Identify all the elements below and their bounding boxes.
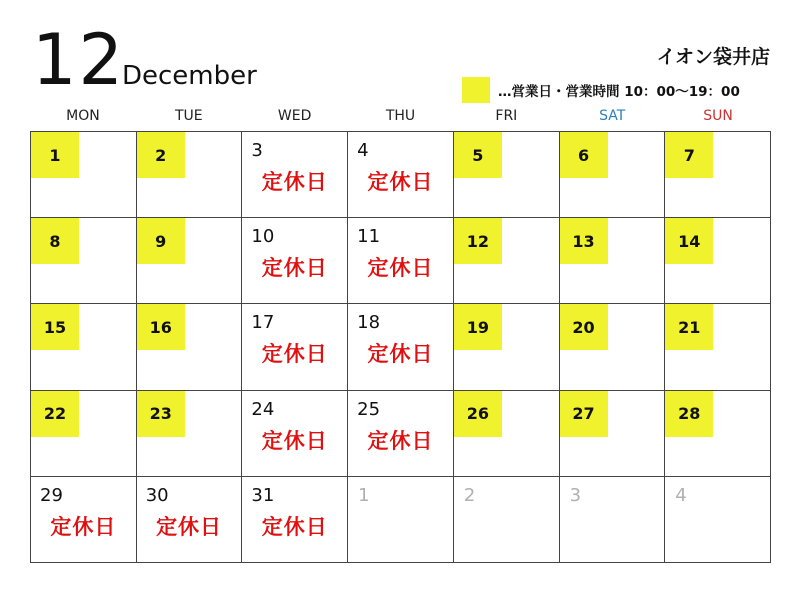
closed-day-label: 定休日 bbox=[367, 170, 434, 194]
calendar-grid bbox=[30, 131, 771, 563]
day-cell bbox=[137, 391, 243, 477]
open-day-number: 22 bbox=[31, 391, 79, 437]
day-cell bbox=[560, 132, 666, 218]
day-number: 24 bbox=[251, 398, 275, 420]
day-number: 30 bbox=[145, 484, 169, 506]
store-name: イオン袋井店 bbox=[656, 46, 770, 68]
day-cell bbox=[242, 477, 348, 563]
day-number: 29 bbox=[40, 484, 63, 506]
day-cell bbox=[348, 304, 454, 390]
month-number: 12 bbox=[32, 19, 126, 101]
day-cell bbox=[137, 132, 243, 218]
closed-day-label: 定休日 bbox=[367, 342, 434, 367]
day-number: 4 bbox=[357, 140, 369, 161]
closed-day-label: 定休日 bbox=[261, 256, 328, 281]
day-cell bbox=[560, 304, 666, 390]
day-cell bbox=[348, 391, 454, 477]
day-number: 3 bbox=[251, 140, 263, 161]
open-day-number: 6 bbox=[560, 132, 608, 178]
day-number: 25 bbox=[357, 398, 381, 420]
day-cell bbox=[31, 132, 137, 218]
weekday-sat: SAT bbox=[599, 108, 626, 124]
open-day-number: 26 bbox=[454, 391, 502, 437]
day-cell bbox=[242, 132, 348, 218]
day-cell bbox=[137, 477, 243, 563]
open-day-number: 15 bbox=[31, 304, 79, 350]
day-cell bbox=[454, 391, 560, 477]
day-cell bbox=[242, 391, 348, 477]
weekday-mon: MON bbox=[66, 108, 100, 124]
closed-day-label: 定休日 bbox=[50, 514, 117, 539]
day-cell bbox=[665, 391, 771, 477]
day-number: 1 bbox=[358, 484, 370, 506]
open-day-number: 8 bbox=[31, 218, 79, 264]
day-number: 11 bbox=[357, 226, 381, 248]
day-cell-next-month bbox=[348, 477, 454, 563]
day-number: 10 bbox=[251, 226, 275, 248]
closed-day-label: 定休日 bbox=[261, 514, 328, 539]
day-cell-next-month bbox=[454, 477, 560, 563]
day-number: 4 bbox=[675, 484, 687, 506]
day-cell-next-month bbox=[665, 477, 771, 563]
open-day-number: 20 bbox=[560, 304, 608, 350]
day-cell bbox=[348, 132, 454, 218]
open-day-number: 1 bbox=[31, 132, 79, 178]
closed-day-label: 定休日 bbox=[261, 428, 328, 453]
closed-day-label: 定休日 bbox=[261, 170, 328, 194]
day-cell bbox=[454, 132, 560, 218]
day-number: 17 bbox=[251, 312, 275, 334]
open-day-number: 5 bbox=[454, 132, 502, 178]
open-day-number: 13 bbox=[560, 218, 608, 264]
day-cell bbox=[348, 218, 454, 304]
day-number: 18 bbox=[357, 312, 381, 334]
open-day-number: 19 bbox=[454, 304, 502, 350]
day-cell bbox=[242, 304, 348, 390]
closed-day-label: 定休日 bbox=[156, 514, 223, 539]
day-cell bbox=[454, 218, 560, 304]
open-day-number: 21 bbox=[665, 304, 713, 350]
day-cell bbox=[560, 391, 666, 477]
day-cell bbox=[242, 218, 348, 304]
legend bbox=[462, 77, 740, 103]
day-number: 2 bbox=[463, 484, 476, 506]
open-day-number: 2 bbox=[137, 132, 185, 178]
day-cell bbox=[31, 304, 137, 390]
day-cell bbox=[665, 132, 771, 218]
day-cell bbox=[137, 304, 243, 390]
day-cell bbox=[665, 304, 771, 390]
weekday-wed: WED bbox=[277, 108, 312, 124]
legend-text: …営業日・営業時間 10：00〜19：00 bbox=[498, 84, 740, 100]
closed-day-label: 定休日 bbox=[367, 256, 434, 281]
weekday-fri: FRI bbox=[495, 108, 518, 124]
day-cell bbox=[31, 218, 137, 304]
day-cell bbox=[31, 391, 137, 477]
weekday-header bbox=[30, 105, 771, 129]
closed-day-label: 定休日 bbox=[261, 342, 328, 367]
open-day-number: 9 bbox=[137, 218, 185, 264]
weekday-thu: THU bbox=[385, 108, 416, 124]
day-number: 3 bbox=[569, 484, 582, 506]
open-day-number: 14 bbox=[665, 218, 713, 264]
weekday-sun: SUN bbox=[703, 108, 733, 124]
legend-swatch bbox=[462, 77, 490, 103]
day-cell bbox=[31, 477, 137, 563]
day-cell-next-month bbox=[560, 477, 666, 563]
day-cell bbox=[665, 218, 771, 304]
open-day-number: 28 bbox=[665, 391, 713, 437]
open-day-number: 7 bbox=[665, 132, 713, 178]
open-day-number: 16 bbox=[137, 304, 185, 350]
day-number: 31 bbox=[251, 484, 275, 506]
day-cell bbox=[560, 218, 666, 304]
open-day-number: 12 bbox=[454, 218, 502, 264]
closed-day-label: 定休日 bbox=[367, 428, 434, 453]
month-name: December bbox=[122, 61, 257, 91]
weekday-tue: TUE bbox=[174, 108, 203, 124]
open-day-number: 23 bbox=[137, 391, 185, 437]
day-cell bbox=[454, 304, 560, 390]
day-cell bbox=[137, 218, 243, 304]
open-day-number: 27 bbox=[560, 391, 608, 437]
